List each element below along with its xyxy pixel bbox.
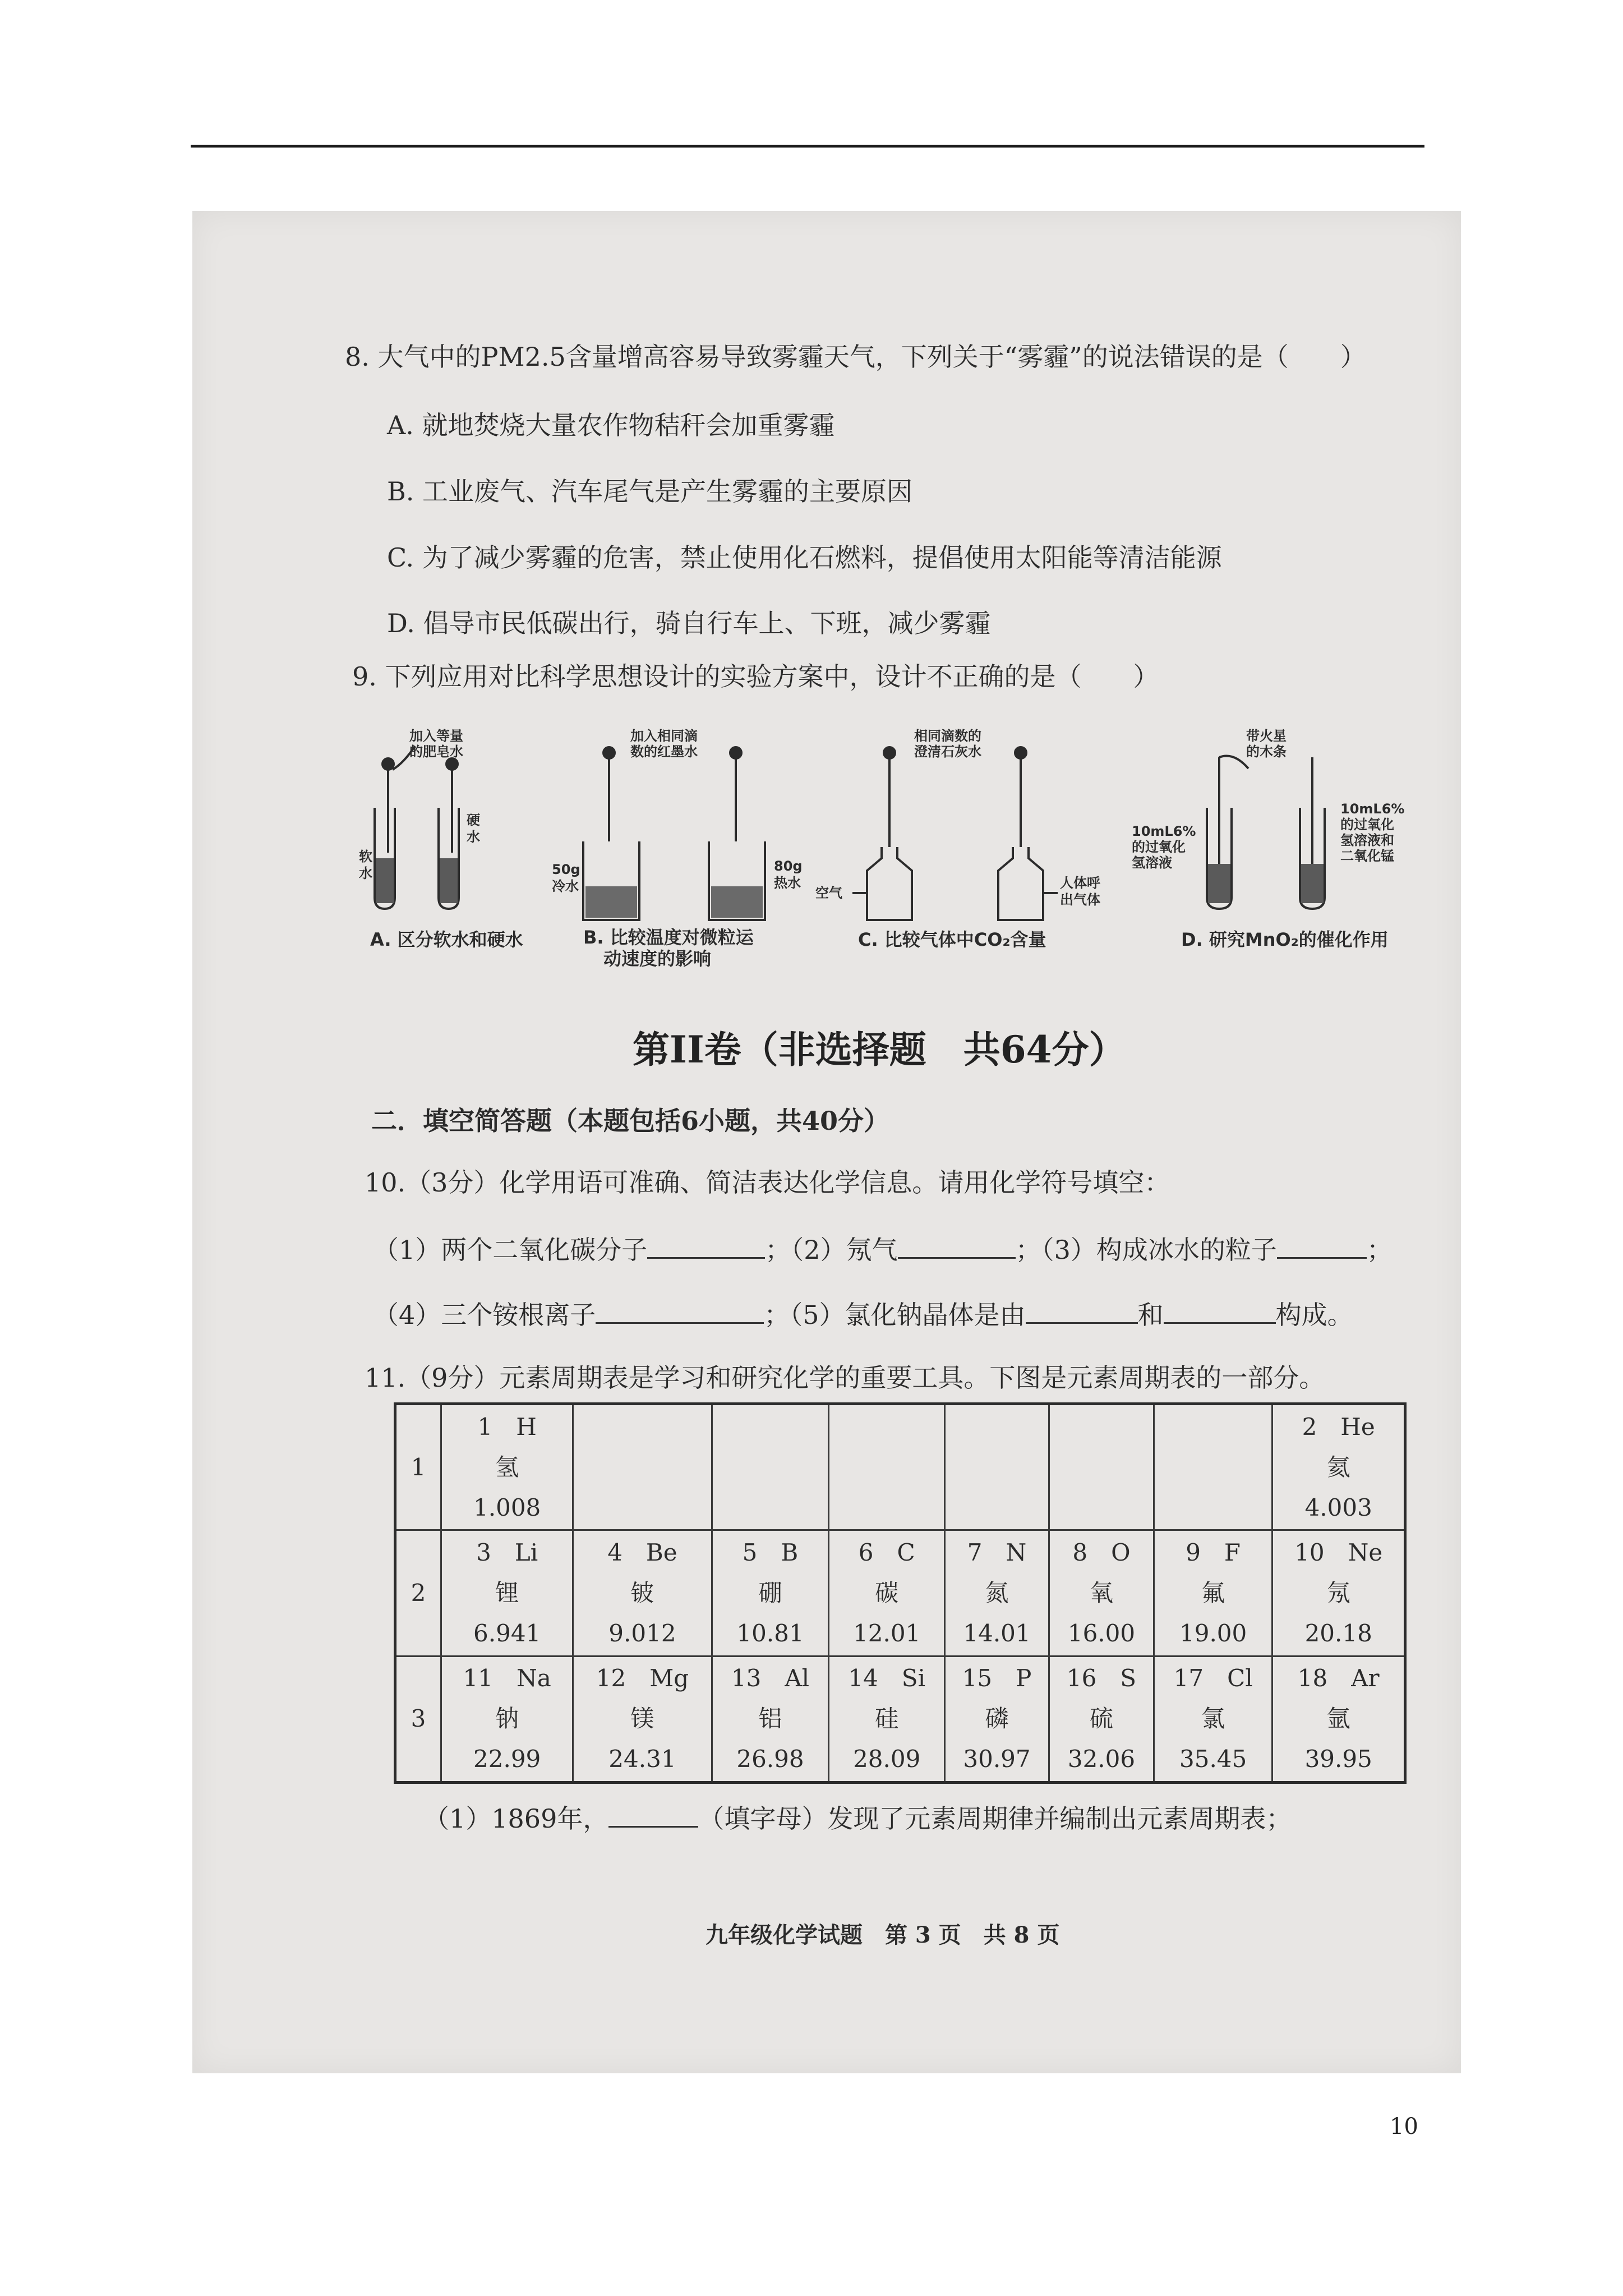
section-2-title: 第II卷（非选择题 共64分） xyxy=(633,1028,1126,1071)
element-mass: 24.31 xyxy=(608,1745,676,1773)
fig-d-left-1: 10mL6% xyxy=(1132,823,1196,839)
fig-a-right-2: 水 xyxy=(467,829,480,845)
element-mass: 39.95 xyxy=(1304,1745,1372,1773)
element-number-symbol: 15 P xyxy=(962,1664,1032,1692)
top-rule xyxy=(191,145,1424,148)
element-number-symbol: 8 O xyxy=(1072,1538,1131,1566)
fig-b-left-1: 50g xyxy=(552,862,580,877)
element-mass: 14.01 xyxy=(963,1619,1031,1647)
element-mass: 6.941 xyxy=(473,1619,541,1647)
element-number-symbol: 5 B xyxy=(742,1538,799,1566)
element-name: 硫 xyxy=(1089,1705,1113,1733)
element-mass: 32.06 xyxy=(1067,1745,1136,1773)
element-number-symbol: 17 Cl xyxy=(1173,1664,1253,1692)
element-number-symbol: 3 Li xyxy=(476,1538,538,1566)
fig-a-label-1: 加入等量 xyxy=(409,728,463,744)
element-name: 氢 xyxy=(495,1453,519,1481)
element-name: 氧 xyxy=(1089,1579,1113,1607)
element-mass xyxy=(713,1488,828,1528)
element-name xyxy=(1050,1447,1153,1488)
fig-b-caption-1: B. 比较温度对微粒运 xyxy=(583,927,754,948)
element-number-symbol: 7 N xyxy=(967,1538,1027,1566)
fig-a-caption: A. 区分软水和硬水 xyxy=(370,929,523,950)
fig-c-caption: C. 比较气体中CO₂含量 xyxy=(858,929,1046,950)
element-mass xyxy=(829,1488,944,1528)
figure-a-liquid xyxy=(376,858,458,903)
section-2-heading: 二．填空简答题（本题包括6小题，共40分） xyxy=(371,1106,890,1136)
element-cell xyxy=(829,1404,945,1530)
element-cell xyxy=(944,1530,1049,1656)
element-mass: 35.45 xyxy=(1179,1745,1247,1773)
element-name: 氖 xyxy=(1326,1579,1350,1607)
element-cell xyxy=(1154,1530,1272,1656)
fig-b-right-1: 80g xyxy=(774,858,803,874)
element-number-symbol: 14 Si xyxy=(848,1664,926,1692)
q10-part-6: ；（5）氯化钠晶体是由 xyxy=(764,1300,1026,1330)
q8-option-a: A. 就地焚烧大量农作物秸秆会加重雾霾 xyxy=(387,410,835,440)
q10-part-1: （1）两个二氧化碳分子 xyxy=(373,1235,648,1265)
page-footer: 九年级化学试题 第 3 页 共 8 页 xyxy=(706,1922,1060,1948)
element-name: 氟 xyxy=(1201,1579,1225,1607)
q11-sub-1-part-2: （填字母）发现了元素周期律并编制出元素周期表； xyxy=(698,1803,1292,1834)
fig-d-caption: D. 研究MnO₂的催化作用 xyxy=(1181,929,1389,950)
fig-d-right-4: 二氧化锰 xyxy=(1340,848,1394,864)
figure-c xyxy=(852,747,1058,920)
element-name xyxy=(1155,1447,1272,1488)
fig-d-label-2: 的木条 xyxy=(1246,744,1287,760)
fig-c-right-1: 人体呼 xyxy=(1060,875,1100,891)
element-cell xyxy=(441,1404,573,1530)
element-number-symbol: 9 F xyxy=(1186,1538,1241,1566)
q10-line-2 xyxy=(373,1295,1353,1332)
fig-a-label-2: 的肥皂水 xyxy=(409,744,463,760)
fig-d-right-2: 的过氧化 xyxy=(1340,817,1394,832)
element-name xyxy=(574,1447,711,1488)
period-number: 2 xyxy=(395,1530,441,1656)
element-mass: 20.18 xyxy=(1304,1619,1372,1647)
q11-sub-1 xyxy=(423,1798,1292,1835)
q10-blank-1[interactable] xyxy=(647,1235,765,1259)
q10-blank-4[interactable] xyxy=(596,1300,764,1324)
period-number: 1 xyxy=(395,1404,441,1530)
element-mass: 30.97 xyxy=(963,1745,1031,1773)
element-name: 铍 xyxy=(630,1579,654,1607)
q11-sub-1-part-1: （1）1869年， xyxy=(423,1803,609,1834)
element-number-symbol: 6 C xyxy=(858,1538,915,1566)
q8-option-d: D. 倡导市民低碳出行，骑自行车上、下班，减少雾霾 xyxy=(387,608,991,638)
element-name: 磷 xyxy=(985,1705,1009,1733)
fig-b-caption-2: 动速度的影响 xyxy=(603,948,712,969)
element-cell xyxy=(1272,1404,1405,1530)
element-mass: 12.01 xyxy=(853,1619,921,1647)
q10-part-7: 和 xyxy=(1137,1300,1164,1330)
element-number-symbol xyxy=(829,1407,944,1447)
fig-d-label-1: 带火星 xyxy=(1246,728,1287,744)
element-number-symbol: 1 H xyxy=(477,1412,537,1441)
element-cell xyxy=(1154,1404,1272,1530)
q10-blank-2[interactable] xyxy=(898,1235,1016,1259)
element-name: 碳 xyxy=(875,1579,899,1607)
element-name: 氦 xyxy=(1326,1453,1350,1481)
element-mass: 28.09 xyxy=(853,1745,921,1773)
period-number: 3 xyxy=(395,1656,441,1782)
fig-b-label-2: 数的红墨水 xyxy=(630,744,698,760)
q10-line-1 xyxy=(373,1230,1393,1267)
q9-stem: 9. 下列应用对比科学思想设计的实验方案中，设计不正确的是（ ） xyxy=(352,661,1159,692)
fig-b-left-2: 冷水 xyxy=(552,878,579,894)
element-number-symbol xyxy=(713,1407,828,1447)
page-number: 10 xyxy=(1390,2114,1418,2139)
element-cell xyxy=(573,1530,712,1656)
element-cell xyxy=(441,1530,573,1656)
element-mass xyxy=(946,1488,1048,1528)
q10-blank-3[interactable] xyxy=(1277,1235,1367,1259)
element-name xyxy=(829,1447,944,1488)
element-mass: 16.00 xyxy=(1067,1619,1136,1647)
fig-c-right-2: 出气体 xyxy=(1060,892,1100,908)
element-number-symbol: 4 Be xyxy=(607,1538,677,1566)
q10-part-4: ； xyxy=(1366,1235,1393,1265)
element-cell xyxy=(1049,1530,1154,1656)
q10-part-8: 构成。 xyxy=(1275,1300,1353,1330)
element-name xyxy=(946,1447,1048,1488)
element-cell xyxy=(712,1404,829,1530)
fig-c-left: 空气 xyxy=(815,885,842,901)
element-number-symbol: 18 Ar xyxy=(1297,1664,1380,1692)
fig-d-left-3: 氢溶液 xyxy=(1132,855,1172,871)
element-cell xyxy=(1049,1656,1154,1782)
element-cell xyxy=(1272,1530,1405,1656)
element-cell xyxy=(712,1656,829,1782)
element-cell xyxy=(1154,1656,1272,1782)
fig-d-left-2: 的过氧化 xyxy=(1132,839,1186,855)
fig-b-label-1: 加入相同滴 xyxy=(630,728,698,744)
element-name: 氯 xyxy=(1201,1705,1225,1733)
element-cell xyxy=(1049,1404,1154,1530)
fig-a-left-1: 软 xyxy=(359,849,372,864)
element-name: 铝 xyxy=(758,1705,782,1733)
element-mass: 26.98 xyxy=(736,1745,804,1773)
q10-blank-5[interactable] xyxy=(1026,1300,1138,1324)
fig-a-right-1: 硬 xyxy=(467,812,480,828)
element-cell xyxy=(829,1530,945,1656)
element-cell xyxy=(573,1404,712,1530)
periodic-table-row xyxy=(395,1656,1405,1782)
q8-stem: 8. 大气中的PM2.5含量增高容易导致雾霾天气，下列关于“雾霾”的说法错误的是（ ） xyxy=(345,342,1366,372)
element-number-symbol: 2 He xyxy=(1302,1412,1375,1441)
q10-part-3: ；（3）构成冰水的粒子 xyxy=(1015,1235,1277,1265)
element-name: 氩 xyxy=(1326,1705,1350,1733)
fig-c-label-2: 澄清石灰水 xyxy=(914,744,981,760)
element-number-symbol xyxy=(1155,1407,1272,1447)
q8-option-c: C. 为了减少雾霾的危害，禁止使用化石燃料，提倡使用太阳能等清洁能源 xyxy=(387,542,1222,573)
periodic-table xyxy=(394,1402,1407,1784)
element-mass: 1.008 xyxy=(473,1493,541,1521)
q10-stem: 10.（3分）化学用语可准确、简洁表达化学信息。请用化学符号填空： xyxy=(365,1167,1170,1198)
element-name: 锂 xyxy=(495,1579,519,1607)
element-mass: 19.00 xyxy=(1179,1619,1247,1647)
element-number-symbol: 10 Ne xyxy=(1294,1538,1383,1566)
element-number-symbol xyxy=(1050,1407,1153,1447)
q9-experiment-figures xyxy=(359,724,1413,976)
figure-d-liquid xyxy=(1208,864,1324,903)
element-name xyxy=(713,1447,828,1488)
fig-b-right-2: 热水 xyxy=(774,875,801,891)
q11-stem: 11.（9分）元素周期表是学习和研究化学的重要工具。下图是元素周期表的一部分。 xyxy=(365,1363,1325,1393)
element-number-symbol: 13 Al xyxy=(731,1664,810,1692)
periodic-table-row xyxy=(395,1404,1405,1530)
q10-part-2: ；（2）氖气 xyxy=(765,1235,898,1265)
element-number-symbol: 11 Na xyxy=(463,1664,551,1692)
element-mass: 9.012 xyxy=(608,1619,676,1647)
fig-a-left-2: 水 xyxy=(359,866,372,881)
element-cell xyxy=(573,1656,712,1782)
element-name: 硼 xyxy=(758,1579,782,1607)
element-cell xyxy=(829,1656,945,1782)
q10-blank-6[interactable] xyxy=(1164,1300,1276,1324)
q10-part-5: （4）三个铵根离子 xyxy=(373,1300,596,1330)
element-cell xyxy=(944,1656,1049,1782)
figure-b-liquid xyxy=(585,886,763,918)
element-number-symbol: 12 Mg xyxy=(596,1664,689,1692)
element-name: 氮 xyxy=(985,1579,1009,1607)
element-number-symbol xyxy=(946,1407,1048,1447)
element-cell xyxy=(1272,1656,1405,1782)
q8-option-b: B. 工业废气、汽车尾气是产生雾霾的主要原因 xyxy=(387,476,913,507)
element-number-symbol: 16 S xyxy=(1066,1664,1137,1692)
element-name: 镁 xyxy=(630,1705,654,1733)
element-cell xyxy=(944,1404,1049,1530)
fig-d-right-1: 10mL6% xyxy=(1340,801,1405,817)
element-cell xyxy=(712,1530,829,1656)
fig-c-label-1: 相同滴数的 xyxy=(914,728,981,744)
fig-d-right-3: 氢溶液和 xyxy=(1340,832,1394,848)
element-name: 硅 xyxy=(875,1705,899,1733)
element-number-symbol xyxy=(574,1407,711,1447)
periodic-table-row xyxy=(395,1530,1405,1656)
element-name: 钠 xyxy=(495,1705,519,1733)
element-cell xyxy=(441,1656,573,1782)
element-mass xyxy=(1050,1488,1153,1528)
q11-blank-1[interactable] xyxy=(608,1803,698,1828)
element-mass xyxy=(574,1488,711,1528)
element-mass xyxy=(1155,1488,1272,1528)
element-mass: 4.003 xyxy=(1304,1493,1372,1521)
element-mass: 22.99 xyxy=(473,1745,541,1773)
element-mass: 10.81 xyxy=(736,1619,804,1647)
